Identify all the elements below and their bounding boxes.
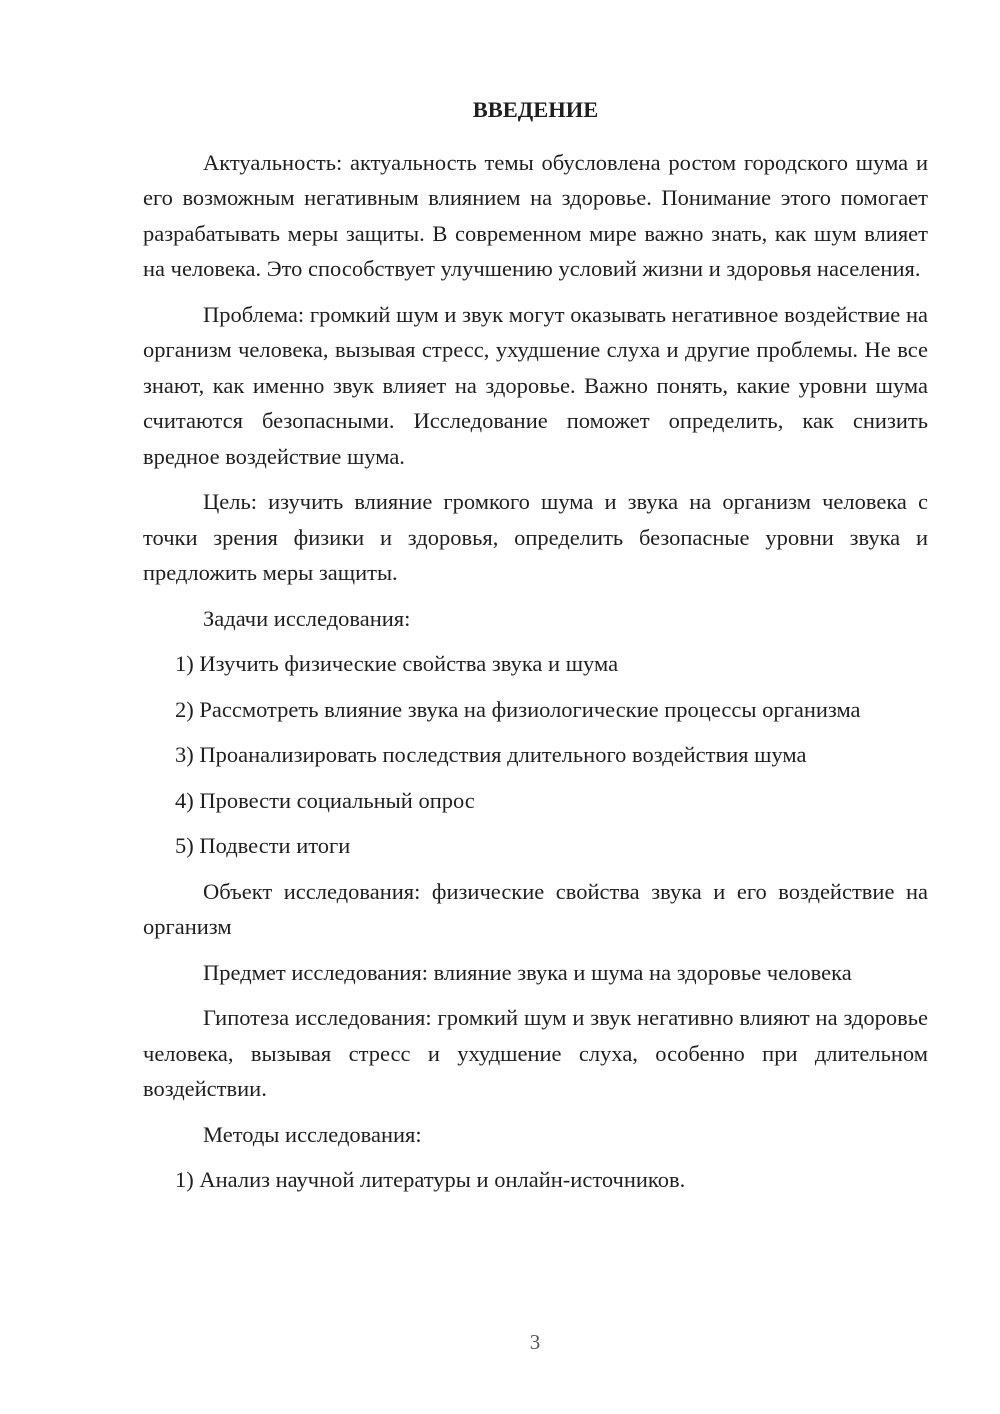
- goal-paragraph: Цель: изучить влияние громкого шума и звука на организм человека с точки зрения физики и здоровья, определить безопасные уровни звука и предложить меры защиты.: [143, 489, 928, 585]
- task-item-1: 1) Изучить физические свойства звука и шума: [175, 651, 619, 676]
- object-paragraph: Объект исследования: физические свойства звука и его воздействие на организм: [143, 878, 928, 939]
- subject-paragraph: Предмет исследования: влияние звука и шума на здоровье человека: [203, 959, 852, 985]
- problem-paragraph: Проблема: громкий шум и звук могут оказывать негативное воздействие на организм человека, вызывая стресс, ухудшение слуха и другие проблемы. Не все знают, как именно звук влияет на здоровье. Важно понять, какие уровни шума считаются безопасными. Исследование поможет определить, как снизить вредное воздействие шума.: [143, 301, 928, 469]
- task-item-3: 3) Проанализировать последствия длительного воздействия шума: [175, 742, 807, 767]
- document-page: [143, 92, 928, 1208]
- hypothesis-paragraph: Гипотеза исследования: громкий шум и звук негативно влияют на здоровье человека, вызывая стресс и ухудшение слуха, особенно при длительном воздействии.: [143, 1005, 928, 1101]
- tasks-heading: Задачи исследования:: [203, 605, 411, 631]
- methods-heading: Методы исследования:: [203, 1121, 422, 1147]
- section-title: ВВЕДЕНИЕ: [472, 97, 599, 122]
- task-item-5: 5) Подвести итоги: [175, 833, 351, 858]
- task-item-4: 4) Провести социальный опрос: [175, 787, 475, 813]
- task-item-2: 2) Рассмотреть влияние звука на физиологические процессы организма: [175, 696, 861, 722]
- relevance-paragraph: Актуальность: актуальность темы обусловлена ростом городского шума и его возможным негативным влиянием на здоровье. Понимание этого помогает разрабатывать меры защиты. В современном мире важно знать, как шум влияет на человека. Это способствует улучшению условий жизни и здоровья населения.: [143, 149, 928, 281]
- method-item-1: 1) Анализ научной литературы и онлайн-источников.: [175, 1167, 686, 1192]
- page-number: 3: [529, 1330, 541, 1354]
